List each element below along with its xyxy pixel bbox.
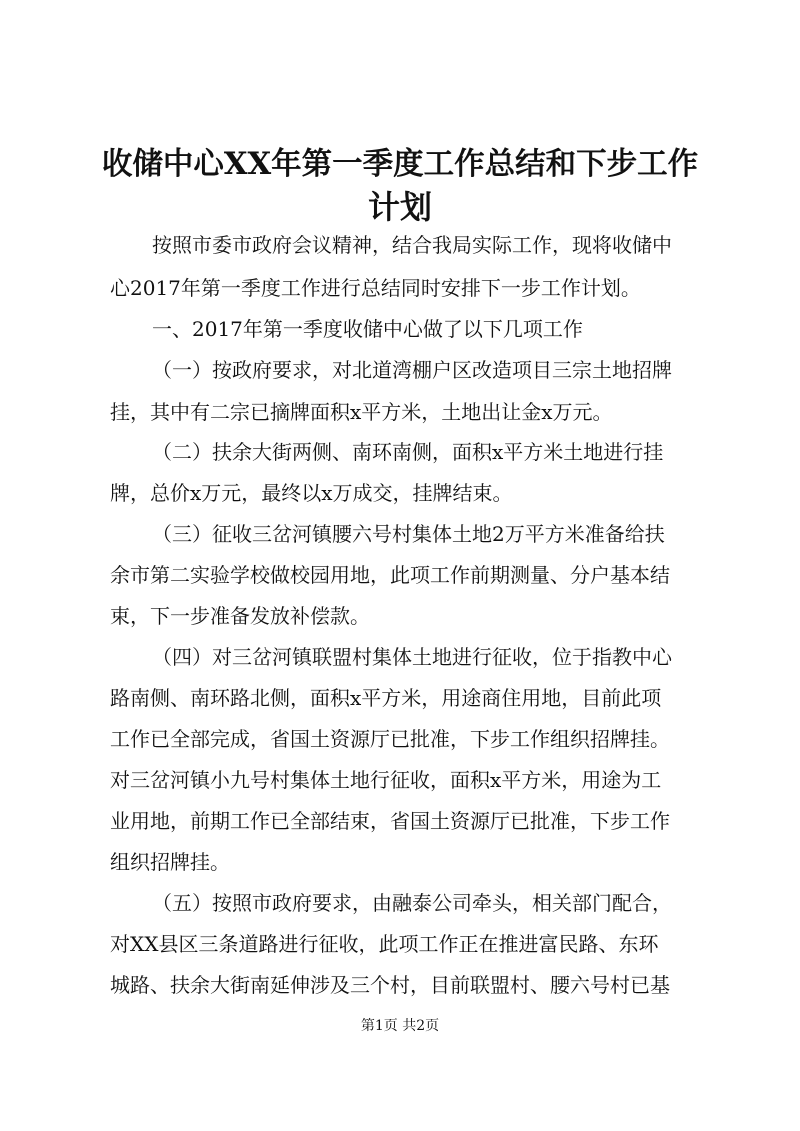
item-4-line-2: 路南侧、南环路北侧，面积x平方米，用途商住用地，目前此项 — [110, 686, 662, 710]
item-4-line-1: （四）对三岔河镇联盟村集体土地进行征收，位于指教中心 — [152, 645, 672, 669]
document-title-line-2: 计划 — [367, 188, 432, 226]
item-4-line-6: 组织招牌挂。 — [110, 850, 230, 874]
item-5-line-3: 城路、扶余大街南延伸涉及三个村，目前联盟村、腰六号村已基 — [110, 973, 670, 997]
item-1-line-1: （一）按政府要求，对北道湾棚户区改造项目三宗土地招牌 — [152, 358, 672, 382]
paragraph-intro-line-2: 心2017年第一季度工作进行总结同时安排下一步工作计划。 — [110, 276, 641, 300]
section-heading-1: 一、2017年第一季度收储中心做了以下几项工作 — [152, 317, 583, 341]
item-5-line-2: 对XX县区三条道路进行征收，此项工作正在推进富民路、东环 — [110, 932, 659, 956]
item-1-line-2: 挂，其中有二宗已摘牌面积x平方米，土地出让金x万元。 — [110, 400, 613, 424]
item-4-line-5: 业用地，前期工作已全部结束，省国土资源厅已批准，下步工作 — [110, 809, 670, 833]
item-4-line-4: 对三岔河镇小九号村集体土地行征收，面积x平方米，用途为工 — [110, 768, 662, 792]
item-5-line-1: （五）按照市政府要求，由融泰公司牵头，相关部门配合， — [152, 891, 672, 915]
item-3-line-1: （三）征收三岔河镇腰六号村集体土地2万平方米准备给扶 — [152, 522, 665, 546]
item-2-line-2: 牌，总价x万元，最终以x万成交，挂牌结束。 — [110, 481, 513, 505]
document-title-line-1: 收储中心XX年第一季度工作总结和下步工作 — [101, 146, 699, 182]
page-number-footer: 第1页 共2页 — [360, 1018, 440, 1034]
item-4-line-3: 工作已全部完成，省国土资源厅已批准，下步工作组织招牌挂。 — [110, 727, 670, 751]
paragraph-intro-line-1: 按照市委市政府会议精神，结合我局实际工作，现将收储中 — [152, 233, 672, 257]
item-3-line-3: 束，下一步准备发放补偿款。 — [110, 604, 370, 628]
item-2-line-1: （二）扶余大街两侧、南环南侧，面积x平方米土地进行挂 — [152, 440, 664, 464]
item-3-line-2: 余市第二实验学校做校园用地，此项工作前期测量、分户基本结 — [110, 563, 670, 587]
